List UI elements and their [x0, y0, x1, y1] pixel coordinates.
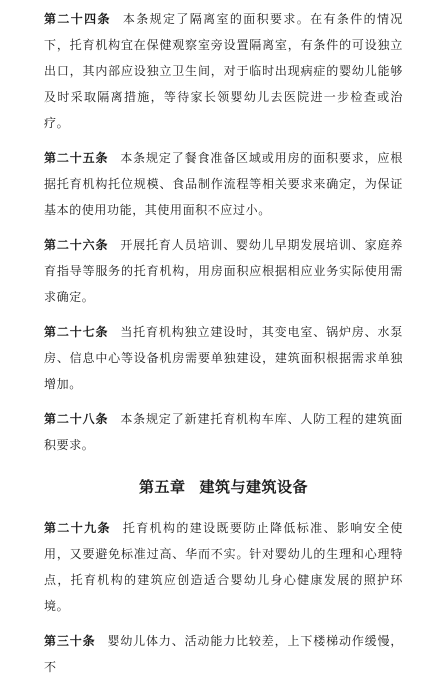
article-28	[44, 406, 403, 458]
article-number: 第三十条	[44, 634, 96, 648]
article-number: 第二十六条	[44, 238, 109, 252]
article-26	[44, 232, 403, 310]
article-text: 托育机构的建设既要防止降低标准、影响安全使用，又要避免标准过高、华而不实。针对婴幼儿的生理和心理特点，托育机构的建筑应创造适合婴幼儿身心健康发展的照护环境。	[44, 521, 403, 613]
article-text: 婴幼儿体力、活动能力比较差，上下楼梯动作缓慢，不	[44, 634, 403, 674]
article-30	[44, 628, 403, 680]
article-text: 当托育机构独立建设时，其变电室、锅炉房、水泵房、信息中心等设备机房需要单独建设，建筑面积根据需求单独增加。	[44, 325, 403, 391]
article-25	[44, 145, 403, 223]
article-text: 本条规定了新建托育机构车库、人防工程的建筑面积要求。	[44, 412, 403, 452]
article-number: 第二十五条	[44, 151, 109, 165]
article-27	[44, 319, 403, 397]
article-number: 第二十四条	[44, 12, 111, 26]
chapter-title: 建筑与建筑设备	[199, 478, 309, 496]
article-number: 第二十八条	[44, 412, 109, 426]
article-29	[44, 515, 403, 619]
article-number: 第二十九条	[44, 521, 111, 535]
chapter-number: 第五章	[138, 478, 186, 496]
article-text: 本条规定了餐食准备区域或用房的面积要求，应根据托育机构托位规模、食品制作流程等相关要求来确定，为保证基本的使用功能，其使用面积不应过小。	[44, 151, 403, 217]
chapter-heading	[44, 476, 403, 497]
article-number: 第二十七条	[44, 325, 109, 339]
article-24	[44, 6, 403, 136]
article-text: 开展托育人员培训、婴幼儿早期发展培训、家庭养育指导等服务的托育机构，用房面积应根据相应业务实际使用需求确定。	[44, 238, 403, 304]
article-text: 本条规定了隔离室的面积要求。在有条件的情况下，托育机构宜在保健观察室旁设置隔离室，有条件的可设独立出口，其内部应设独立卫生间，对于临时出现病症的婴幼儿能够及时采取隔离措施，等待家长领婴幼儿去医院进一步检查或治疗。	[44, 12, 403, 130]
